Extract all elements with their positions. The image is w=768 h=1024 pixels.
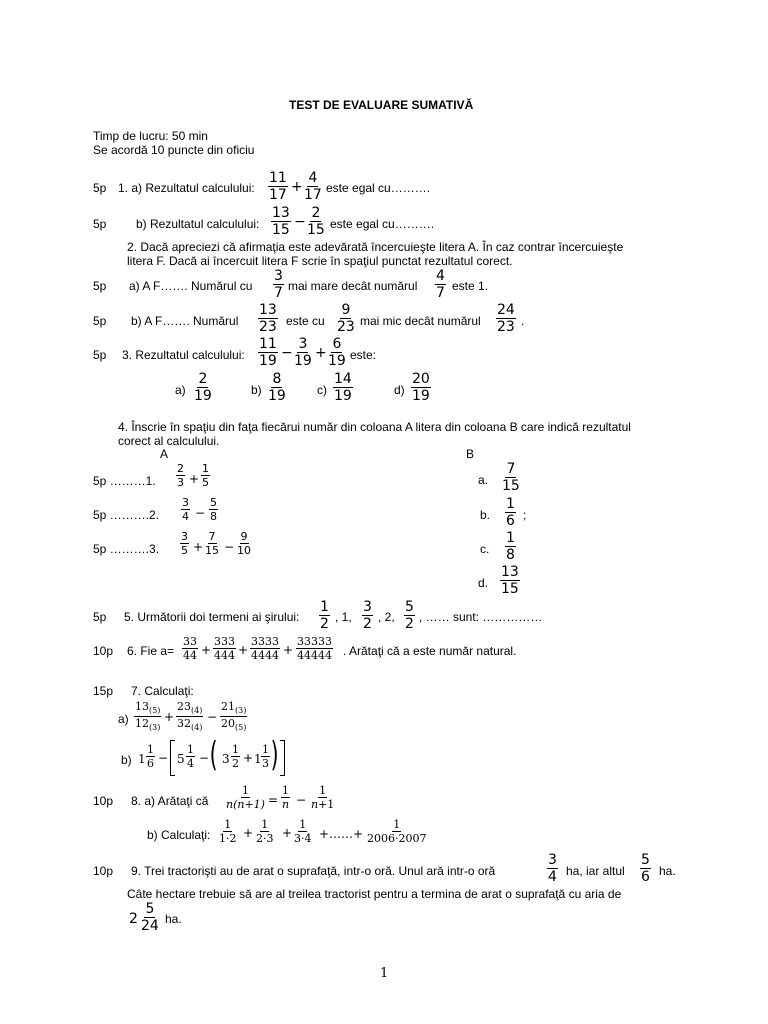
q9-mid: ha, iar altul xyxy=(566,864,625,878)
sequence-term: , 2, xyxy=(378,610,395,624)
q3-option-label: a) xyxy=(175,383,186,397)
q8a-text: 8. a) Arătaţi că xyxy=(131,794,209,808)
q9-ha-2: ha. xyxy=(165,912,182,926)
q4-letter-c: c. xyxy=(480,542,490,556)
fraction: 1 5 xyxy=(202,462,209,489)
minus-sign: − xyxy=(199,751,210,765)
page-number: 1 xyxy=(380,966,389,981)
q6-tail: . Arătaţi că a este număr natural. xyxy=(343,644,517,658)
plus-sign: + xyxy=(164,710,175,724)
minus-sign: − xyxy=(195,506,206,520)
q2b-mid2: mai mic decât numărul xyxy=(360,314,481,328)
equals-sign: = xyxy=(268,793,279,807)
plus-sign: + xyxy=(243,751,254,765)
q9-ha: ha. xyxy=(659,864,676,878)
fraction: 13 15 xyxy=(272,205,290,238)
q4-letter-a: a. xyxy=(478,473,489,487)
q4-row-1: 5p ………1. xyxy=(93,474,156,488)
q2a-points: 5p xyxy=(93,279,107,293)
plus-sign: + xyxy=(291,179,303,195)
fraction: 3333 4444 xyxy=(251,635,279,662)
q5-points: 5p xyxy=(93,610,107,624)
column-a-header: A xyxy=(160,447,169,461)
fraction: 1 n+1 xyxy=(311,784,335,811)
q2a-mid: mai mare decât numărul xyxy=(288,279,418,293)
plus-sign: + xyxy=(193,540,204,554)
plus-sign: + xyxy=(189,472,200,486)
q7-text: 7. Calculaţi: xyxy=(131,684,194,698)
q6-text: 6. Fie a= xyxy=(127,644,175,658)
plus-sign: + xyxy=(201,643,212,657)
fraction: 1 6 xyxy=(506,496,515,529)
q5-tail: , …… sunt: …………… xyxy=(419,610,543,624)
fraction: 3 4 xyxy=(182,496,189,523)
q9-points: 10p xyxy=(93,864,114,878)
column-b-header: B xyxy=(466,447,475,461)
q1a-text: 1. a) Rezultatul calculului: xyxy=(118,181,255,195)
q5-text: 5. Următorii doi termeni ai şirului: xyxy=(124,610,300,624)
q9-line-1: 9. Trei tractorişti au de arat o suprafaţă, intr-o oră. Unul ară intr-o oră xyxy=(131,864,496,878)
fraction: 13 23 xyxy=(259,302,277,335)
q2b-tail: . xyxy=(521,314,525,328)
fraction: 333 444 xyxy=(214,635,235,662)
fraction: 1 n(n+1) xyxy=(226,784,265,811)
q3-text: 3. Rezultatul calculului: xyxy=(122,348,245,362)
q7b-label: b) xyxy=(121,753,132,767)
mixed-number-whole: 2 xyxy=(129,911,138,927)
plus-sign: + xyxy=(238,643,249,657)
q8-points: 10p xyxy=(93,794,114,808)
page-title: TEST DE EVALUARE SUMATIVĂ xyxy=(289,98,474,112)
plus-sign: + xyxy=(283,643,294,657)
fraction: 2 19 xyxy=(194,371,212,404)
q2a-tail: este 1. xyxy=(452,279,489,293)
mixed-number-whole: 1 xyxy=(138,752,146,766)
plus-sign: + xyxy=(315,345,327,361)
plus-sign: + xyxy=(243,826,254,840)
fraction: 9 23 xyxy=(337,302,355,335)
mixed-number-whole: 1 xyxy=(254,752,262,766)
q7-points: 15p xyxy=(93,684,114,698)
q2-instructions-1: 2. Dacă apreciezi că afirmaţia este adevărată încercuieşte litera A. În caz contrar încercuieşte xyxy=(127,240,624,254)
fraction: 5 8 xyxy=(210,496,217,523)
q4-row-3: 5p ……….3. xyxy=(93,542,160,556)
fraction: 1 2 xyxy=(320,599,329,632)
q3-tail: este: xyxy=(350,348,377,362)
fraction: 1 6 xyxy=(147,743,154,770)
q3-option-label: b) xyxy=(251,383,262,397)
q2-instructions-2: litera F. Dacă ai încercuit litera F scrie în spaţiul punctat rezultatul corect. xyxy=(127,254,513,268)
q8b-text: b) Calculaţi: xyxy=(147,828,211,842)
fraction: $23_{(4)}$ $32_{(4)}$ xyxy=(177,700,203,733)
mixed-number-whole: 3 xyxy=(222,752,230,766)
fraction: 6 19 xyxy=(328,336,346,369)
q1a-points: 5p xyxy=(93,181,107,195)
q4-instructions-2: corect al calculului. xyxy=(118,434,220,448)
fraction: 3 5 xyxy=(181,530,188,557)
q4-letter-b: b. xyxy=(480,508,491,522)
left-parenthesis: ( xyxy=(209,735,218,775)
fraction: 1 8 xyxy=(506,530,515,563)
fraction: $13_{(5)}$ $12_{(3)}$ xyxy=(135,700,161,733)
fraction: 7 15 xyxy=(205,530,219,557)
right-parenthesis: ) xyxy=(270,735,279,775)
fraction: 24 23 xyxy=(497,302,515,335)
fraction: 3 19 xyxy=(294,336,312,369)
q1b-points: 5p xyxy=(93,217,107,231)
q4-letter-d: d. xyxy=(478,576,489,590)
fraction: 1 2006·2007 xyxy=(367,818,427,845)
q3-option-label: d) xyxy=(394,383,405,397)
q6-points: 10p xyxy=(93,644,114,658)
fraction: 3 4 xyxy=(548,852,557,885)
minus-sign: − xyxy=(281,345,293,361)
q7a-label: a) xyxy=(118,712,129,726)
minus-sign: − xyxy=(224,540,235,554)
fraction: 1 n xyxy=(281,784,290,811)
semicolon: ; xyxy=(523,508,527,522)
fraction: 11 17 xyxy=(269,170,287,203)
minus-sign: − xyxy=(294,214,306,230)
fraction: 9 10 xyxy=(237,530,251,557)
fraction: 5 24 xyxy=(141,901,159,934)
fraction: 1 1·2 xyxy=(219,818,237,845)
sequence-term: , 1, xyxy=(335,610,352,624)
fraction: 20 19 xyxy=(412,371,430,404)
mixed-number-whole: 5 xyxy=(177,752,185,766)
fraction: 1 4 xyxy=(187,743,194,770)
right-bracket xyxy=(280,740,285,776)
fraction: 8 19 xyxy=(268,371,286,404)
q3-option-label: c) xyxy=(317,383,327,397)
plus-sign: + xyxy=(282,826,293,840)
left-bracket xyxy=(170,740,175,776)
fraction: 1 2 xyxy=(232,743,239,770)
q1a-tail: este egal cu………. xyxy=(326,181,431,195)
q4-instructions-1: 4. Înscrie în spaţiu din faţa fiecărui număr din coloana A litera din coloana B care indică rezultatul xyxy=(118,420,631,434)
fraction: 5 6 xyxy=(641,852,650,885)
fraction: 1 3 xyxy=(262,743,269,770)
q1b-text: b) Rezultatul calculului: xyxy=(136,217,260,231)
q4-row-2: 5p ……….2. xyxy=(93,508,160,522)
fraction: 4 17 xyxy=(304,170,322,203)
fraction: 13 15 xyxy=(501,564,519,597)
fraction: 3 2 xyxy=(363,599,372,632)
minus-sign: − xyxy=(207,710,218,724)
q9-line-2: Câte hectare trebuie să are al treilea tractorist pentru a termina de arat o suprafaţă cu aria de xyxy=(127,887,622,901)
fraction: 33333 44444 xyxy=(297,635,332,662)
q2a-pre: a) A F……. Numărul cu xyxy=(129,279,253,293)
fraction: 5 2 xyxy=(405,599,414,632)
minus-sign: − xyxy=(296,793,307,807)
fraction: 14 19 xyxy=(334,371,352,404)
fraction: 33 44 xyxy=(183,635,197,662)
q2b-pre: b) A F……. Numărul xyxy=(131,314,239,328)
fraction: 1 2·3 xyxy=(256,818,274,845)
time-limit: Timp de lucru: 50 min xyxy=(93,129,208,143)
q1b-tail: este egal cu………. xyxy=(330,217,435,231)
fraction: $21_{(3)}$ $20_{(5)}$ xyxy=(221,700,247,733)
series-ellipsis: +……+ xyxy=(319,827,364,841)
q2b-points: 5p xyxy=(93,314,107,328)
q3-points: 5p xyxy=(93,348,107,362)
fraction: 2 3 xyxy=(177,462,184,489)
q2b-mid1: este cu xyxy=(286,314,325,328)
minus-sign: − xyxy=(158,751,169,765)
fraction: 1 3·4 xyxy=(294,818,312,845)
fraction: 7 15 xyxy=(502,461,520,494)
fraction: 2 15 xyxy=(307,205,325,238)
oficiu-points: Se acordă 10 puncte din oficiu xyxy=(93,143,255,157)
fraction: 11 19 xyxy=(259,336,277,369)
fraction: 4 7 xyxy=(436,268,445,301)
fraction: 3 7 xyxy=(274,268,283,301)
